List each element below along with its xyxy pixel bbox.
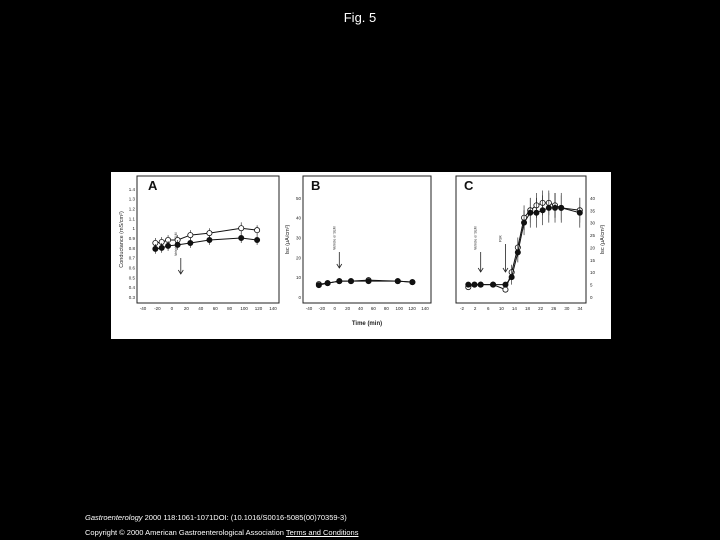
x-tick-label: 80 bbox=[227, 306, 233, 311]
data-point-filled bbox=[348, 279, 353, 284]
data-point-filled bbox=[159, 245, 164, 250]
y-tick-label: 0.8 bbox=[128, 245, 135, 251]
citation bbox=[85, 512, 347, 523]
y-tick-label: 35 bbox=[590, 208, 596, 214]
data-point-filled bbox=[577, 210, 582, 215]
y-axis-label: Isc (μA/cm²) bbox=[285, 224, 291, 255]
x-tick-label: 30 bbox=[564, 306, 570, 311]
data-point-filled bbox=[239, 235, 244, 240]
data-point-filled bbox=[528, 210, 533, 215]
x-tick-label: 40 bbox=[358, 306, 364, 311]
y-tick-label: 20 bbox=[590, 245, 596, 251]
x-tick-label: 100 bbox=[240, 306, 248, 311]
x-tick-label: 2 bbox=[473, 306, 477, 311]
y-tick-label: 0.7 bbox=[128, 255, 135, 261]
data-point-filled bbox=[472, 282, 477, 287]
x-tick-label: 20 bbox=[183, 306, 189, 311]
x-tick-label: -40 bbox=[305, 306, 313, 311]
y-tick-label: 10 bbox=[590, 270, 596, 276]
data-point-filled bbox=[255, 237, 260, 242]
data-point-filled bbox=[466, 282, 471, 287]
x-tick-label: 0 bbox=[170, 306, 174, 311]
data-point-filled bbox=[175, 242, 180, 247]
y-tick-label: 0 bbox=[590, 295, 593, 300]
data-point-filled bbox=[395, 279, 400, 284]
x-tick-label: 18 bbox=[525, 306, 531, 311]
data-point-filled bbox=[478, 282, 483, 287]
data-point-filled bbox=[325, 281, 330, 286]
panel-label: B bbox=[311, 178, 321, 193]
data-point-filled bbox=[509, 275, 514, 280]
terms-link[interactable]: Terms and Conditions bbox=[285, 528, 359, 537]
data-point-open bbox=[207, 231, 212, 236]
x-tick-label: 140 bbox=[269, 306, 277, 311]
x-tick-label: 26 bbox=[551, 306, 557, 311]
x-tick-label: -20 bbox=[154, 306, 161, 311]
x-tick-label: 10 bbox=[498, 306, 504, 311]
data-point-filled bbox=[534, 210, 539, 215]
data-point-filled bbox=[337, 279, 342, 284]
data-point-filled bbox=[490, 282, 495, 287]
citation-details: 2000 118:1061-1071DOI: (10.1016/S0016-5085(00)70359-3) bbox=[142, 513, 347, 522]
y-tick-label: 1.3 bbox=[128, 196, 135, 202]
x-tick-label: 6 bbox=[486, 306, 490, 311]
data-point-open bbox=[188, 232, 193, 237]
data-point-filled bbox=[366, 279, 371, 284]
data-point-open bbox=[239, 226, 244, 231]
x-tick-label: 140 bbox=[421, 306, 429, 311]
y-axis-label: Conductance (mS/cm²) bbox=[119, 211, 125, 268]
y-tick-label: 15 bbox=[590, 257, 596, 263]
data-point-filled bbox=[559, 205, 564, 210]
x-axis-label: Time (min) bbox=[351, 321, 383, 327]
arrow-label: Vehicle or SLM bbox=[332, 226, 337, 250]
data-point-filled bbox=[515, 250, 520, 255]
y-tick-label: 10 bbox=[295, 275, 301, 281]
citation-journal: Gastroenterology bbox=[85, 513, 143, 522]
y-tick-label: 0.4 bbox=[128, 285, 135, 291]
data-point-filled bbox=[165, 243, 170, 248]
y-tick-label: 40 bbox=[590, 195, 596, 201]
x-tick-label: 60 bbox=[370, 306, 376, 311]
y-tick-label: 0.6 bbox=[128, 265, 135, 271]
x-tick-label: 20 bbox=[345, 306, 351, 311]
y-tick-label: 30 bbox=[590, 220, 596, 226]
y-tick-label: 50 bbox=[295, 195, 301, 201]
y-tick-label: 1.4 bbox=[128, 186, 135, 192]
y-tick-label: 1.2 bbox=[128, 206, 135, 212]
y-tick-label: 20 bbox=[295, 255, 301, 261]
y-tick-label: 0.3 bbox=[128, 295, 135, 300]
figure-image bbox=[111, 172, 611, 339]
data-point-filled bbox=[188, 240, 193, 245]
data-point-open bbox=[503, 287, 508, 292]
y-tick-label: 0.5 bbox=[128, 275, 135, 281]
copyright-line bbox=[85, 527, 358, 538]
figure-title: Fig. 5 bbox=[343, 10, 377, 25]
x-tick-label: 14 bbox=[511, 306, 517, 311]
y-tick-label: 0.9 bbox=[128, 236, 135, 242]
x-tick-label: 100 bbox=[395, 306, 403, 311]
x-tick-label: -20 bbox=[318, 306, 326, 311]
x-tick-label: -2 bbox=[459, 306, 465, 311]
x-tick-label: -40 bbox=[139, 306, 147, 311]
arrow-label: Vehicle or SLM bbox=[473, 226, 478, 250]
x-tick-label: 80 bbox=[383, 306, 389, 311]
y-tick-label: 40 bbox=[295, 215, 301, 221]
x-tick-label: 22 bbox=[538, 306, 544, 311]
x-tick-label: 0 bbox=[333, 306, 337, 311]
y-axis-label: Isc (μA/cm²) bbox=[600, 224, 606, 255]
data-point-filled bbox=[153, 246, 158, 251]
figure-chart bbox=[111, 172, 611, 339]
data-point-open bbox=[255, 228, 260, 233]
y-tick-label: 1 bbox=[132, 226, 135, 232]
y-tick-label: 5 bbox=[590, 282, 593, 288]
arrow-label: FSK bbox=[498, 235, 503, 242]
y-tick-label: 1.1 bbox=[128, 216, 135, 222]
data-point-filled bbox=[316, 283, 321, 288]
y-tick-label: 25 bbox=[590, 233, 596, 239]
y-tick-label: 30 bbox=[295, 235, 301, 241]
data-point-filled bbox=[410, 280, 415, 285]
panel-label: A bbox=[148, 178, 158, 193]
data-point-filled bbox=[503, 282, 508, 287]
x-tick-label: 120 bbox=[408, 306, 416, 311]
data-point-filled bbox=[546, 205, 551, 210]
data-point-filled bbox=[521, 220, 526, 225]
x-tick-label: 120 bbox=[254, 306, 263, 311]
copyright-text: Copyright © 2000 American Gastroenterological Association bbox=[85, 528, 284, 537]
panel-label: C bbox=[464, 178, 474, 193]
x-tick-label: 34 bbox=[577, 306, 583, 311]
data-point-filled bbox=[552, 205, 557, 210]
y-tick-label: 0 bbox=[298, 295, 301, 300]
x-tick-label: 60 bbox=[212, 306, 218, 311]
x-tick-label: 40 bbox=[198, 306, 204, 311]
data-point-filled bbox=[207, 237, 212, 242]
data-point-filled bbox=[540, 208, 545, 213]
